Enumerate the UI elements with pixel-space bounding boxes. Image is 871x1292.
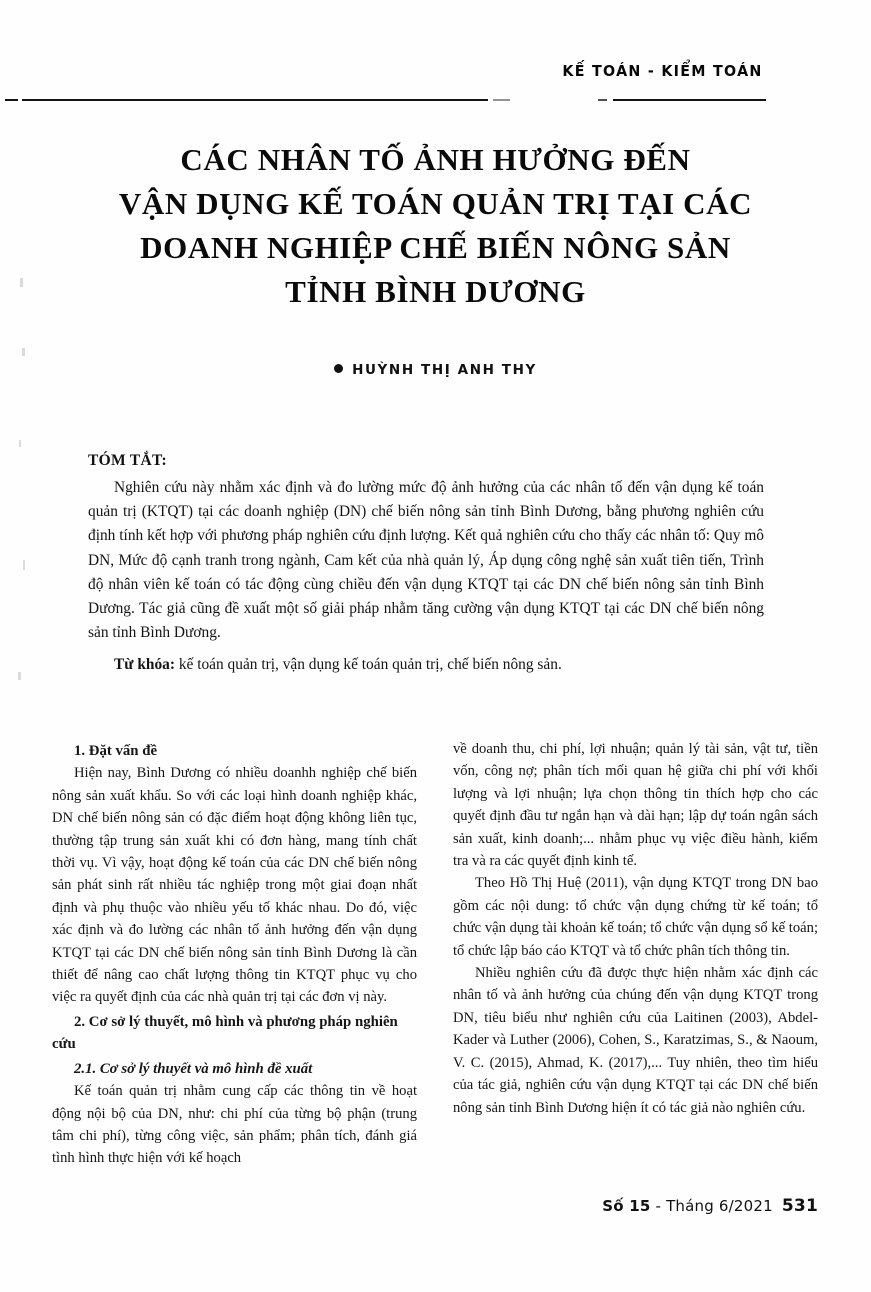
header-rule-right-dash (598, 99, 607, 101)
scan-speckle (18, 672, 21, 680)
footer-separator: - (650, 1197, 667, 1215)
paragraph-theory: Kế toán quản trị nhằm cung cấp các thông tin về hoạt động nội bộ của DN, như: chi phí của từng bộ phận (trung tâm chi phí), từng công việc, sản phẩm; phân tích, đánh giá tình hình thực hiện với kế hoạch (52, 1083, 417, 1167)
keywords-text: kế toán quản trị, vận dụng kế toán quản trị, chế biến nông sản. (174, 656, 562, 674)
title-line-3: DOANH NGHIỆP CHẾ BIẾN NÔNG SẢN (140, 230, 731, 265)
paragraph-ho-thi-hue: Theo Hồ Thị Huệ (2011), vận dụng KTQT trong DN bao gồm các nội dung: tổ chức vận dụng chứng từ kế toán; tổ chức vận dụng tài khoản kế toán; tổ chức vận dụng sổ kế toán; tổ chức lập báo cáo KTQT và tổ chức phân tích thông tin. (453, 875, 818, 959)
paragraph-theory-cont: về doanh thu, chi phí, lợi nhuận; quản lý tài sản, vật tư, tiền vốn, công nợ; phân tích mối quan hệ giữa chi phí với khối lượng và lợi nhuận; lựa chọn thông tin thích hợp cho các quyết định đầu tư ngắn hạn và dài hạn; lập dự toán ngân sách sản xuất, kinh doanh;... nhằm phục vụ việc điều hành, kiểm tra và ra các quyết định kinh tế. (453, 741, 818, 870)
keywords-line (88, 653, 764, 677)
keywords-label: Từ khóa: (114, 656, 175, 674)
abstract-block (88, 452, 764, 678)
footer-page-number: 531 (781, 1196, 818, 1216)
footer-month: Tháng 6/2021 (666, 1197, 773, 1215)
title-line-4: TỈNH BÌNH DƯƠNG (285, 274, 586, 309)
abstract-text: Nghiên cứu này nhằm xác định và đo lường mức độ ảnh hưởng của các nhân tố đến vận dụng kế toán quản trị (KTQT) tại các doanh nghiệp (DN) chế biến nông sản tỉnh Bình Dương, bằng phương nghiên cứu định tính kết hợp với phương pháp nghiên cứu định lượng. Kết quả nghiên cứu cho thấy các nhân tố: Quy mô DN, Mức độ cạnh tranh trong ngành, Cam kết của nhà quản lý, Áp dụng công nghệ sản xuất tiên tiến, Trình độ nhân viên kế toán có tác động cùng chiều đến vận dụng KTQT tại các DN chế biến nông sản tỉnh Bình Dương. Tác giả cũng đề xuất một số giải pháp nhằm tăng cường vận dụng KTQT tại các DN chế biến nông sản tỉnh Bình Dương. (88, 479, 764, 642)
heading-subsection-2-1: 2.1. Cơ sở lý thuyết và mô hình đề xuất (74, 1060, 313, 1077)
author-name: HUỲNH THỊ ANH THY (352, 362, 537, 378)
page-footer (52, 1196, 818, 1216)
scan-speckle (23, 560, 25, 570)
right-column (453, 738, 818, 1170)
header-rule-left (22, 99, 488, 101)
paragraph-intro: Hiện nay, Bình Dương có nhiều doanhh nghiệp chế biến nông sản xuất khẩu. So với các loại hình doanh nghiệp khác, DN chế biến nông sản có đặc điểm hoạt động không liên tục, thường tập trung sản xuất khi có đơn hàng, mang tính chất thời vụ. Vì vậy, hoạt động kế toán của các DN chế biến nông sản phát sinh rất nhiều tác nghiệp trong một giai đoạn nhất định và phụ thuộc vào nhiều yếu tố khác nhau. Do đó, việc xác định và đo lường các nhân tố ảnh hưởng đến vận dụng KTQT tại các DN chế biến nông sản tỉnh Bình Dương là cần thiết để nâng cao chất lượng thông tin KTQT phục vụ cho việc ra quyết định của các nhà quản trị tại các đơn vị này. (52, 765, 417, 1006)
header-rule-left-dash (5, 99, 18, 101)
paragraph-prior-research: Nhiều nghiên cứu đã được thực hiện nhằm xác định các nhân tố và ảnh hưởng của chúng đến vận dụng KTQT trong DN, tiêu biểu như nghiên cứu của Laitinen (2003), Abdel-Kader và Luther (2006), Cohen, S., Karatzimas, S., & Naoum, V. C. (2015), Ahmad, K. (2017),... Tuy nhiên, theo tìm hiểu của tác giả, nghiên cứu vận dụng KTQT tại các DN chế biến nông sản tỉnh Bình Dương hiện ít có tác giả nào nghiên cứu. (453, 965, 818, 1116)
article-title (60, 138, 811, 314)
abstract-label: TÓM TẮT: (88, 452, 167, 469)
heading-section-1: 1. Đặt vấn đề (74, 743, 158, 759)
title-line-2: VẬN DỤNG KẾ TOÁN QUẢN TRỊ TẠI CÁC (118, 186, 753, 221)
body-columns (52, 738, 818, 1170)
footer-issue: Số 15 (602, 1197, 651, 1215)
running-head: KẾ TOÁN - KIỂM TOÁN (562, 62, 763, 80)
author-byline (60, 362, 811, 378)
scan-speckle (19, 440, 21, 447)
scan-speckle (20, 278, 23, 287)
header-rule-right (613, 99, 766, 101)
header-rule-left-tail (493, 99, 510, 101)
bullet-icon (334, 364, 343, 373)
left-column (52, 738, 417, 1170)
scan-speckle (22, 348, 25, 356)
title-line-1: CÁC NHÂN TỐ ẢNH HƯỞNG ĐẾN (180, 142, 691, 177)
heading-section-2: 2. Cơ sở lý thuyết, mô hình và phương pháp nghiên cứu (52, 1013, 398, 1053)
